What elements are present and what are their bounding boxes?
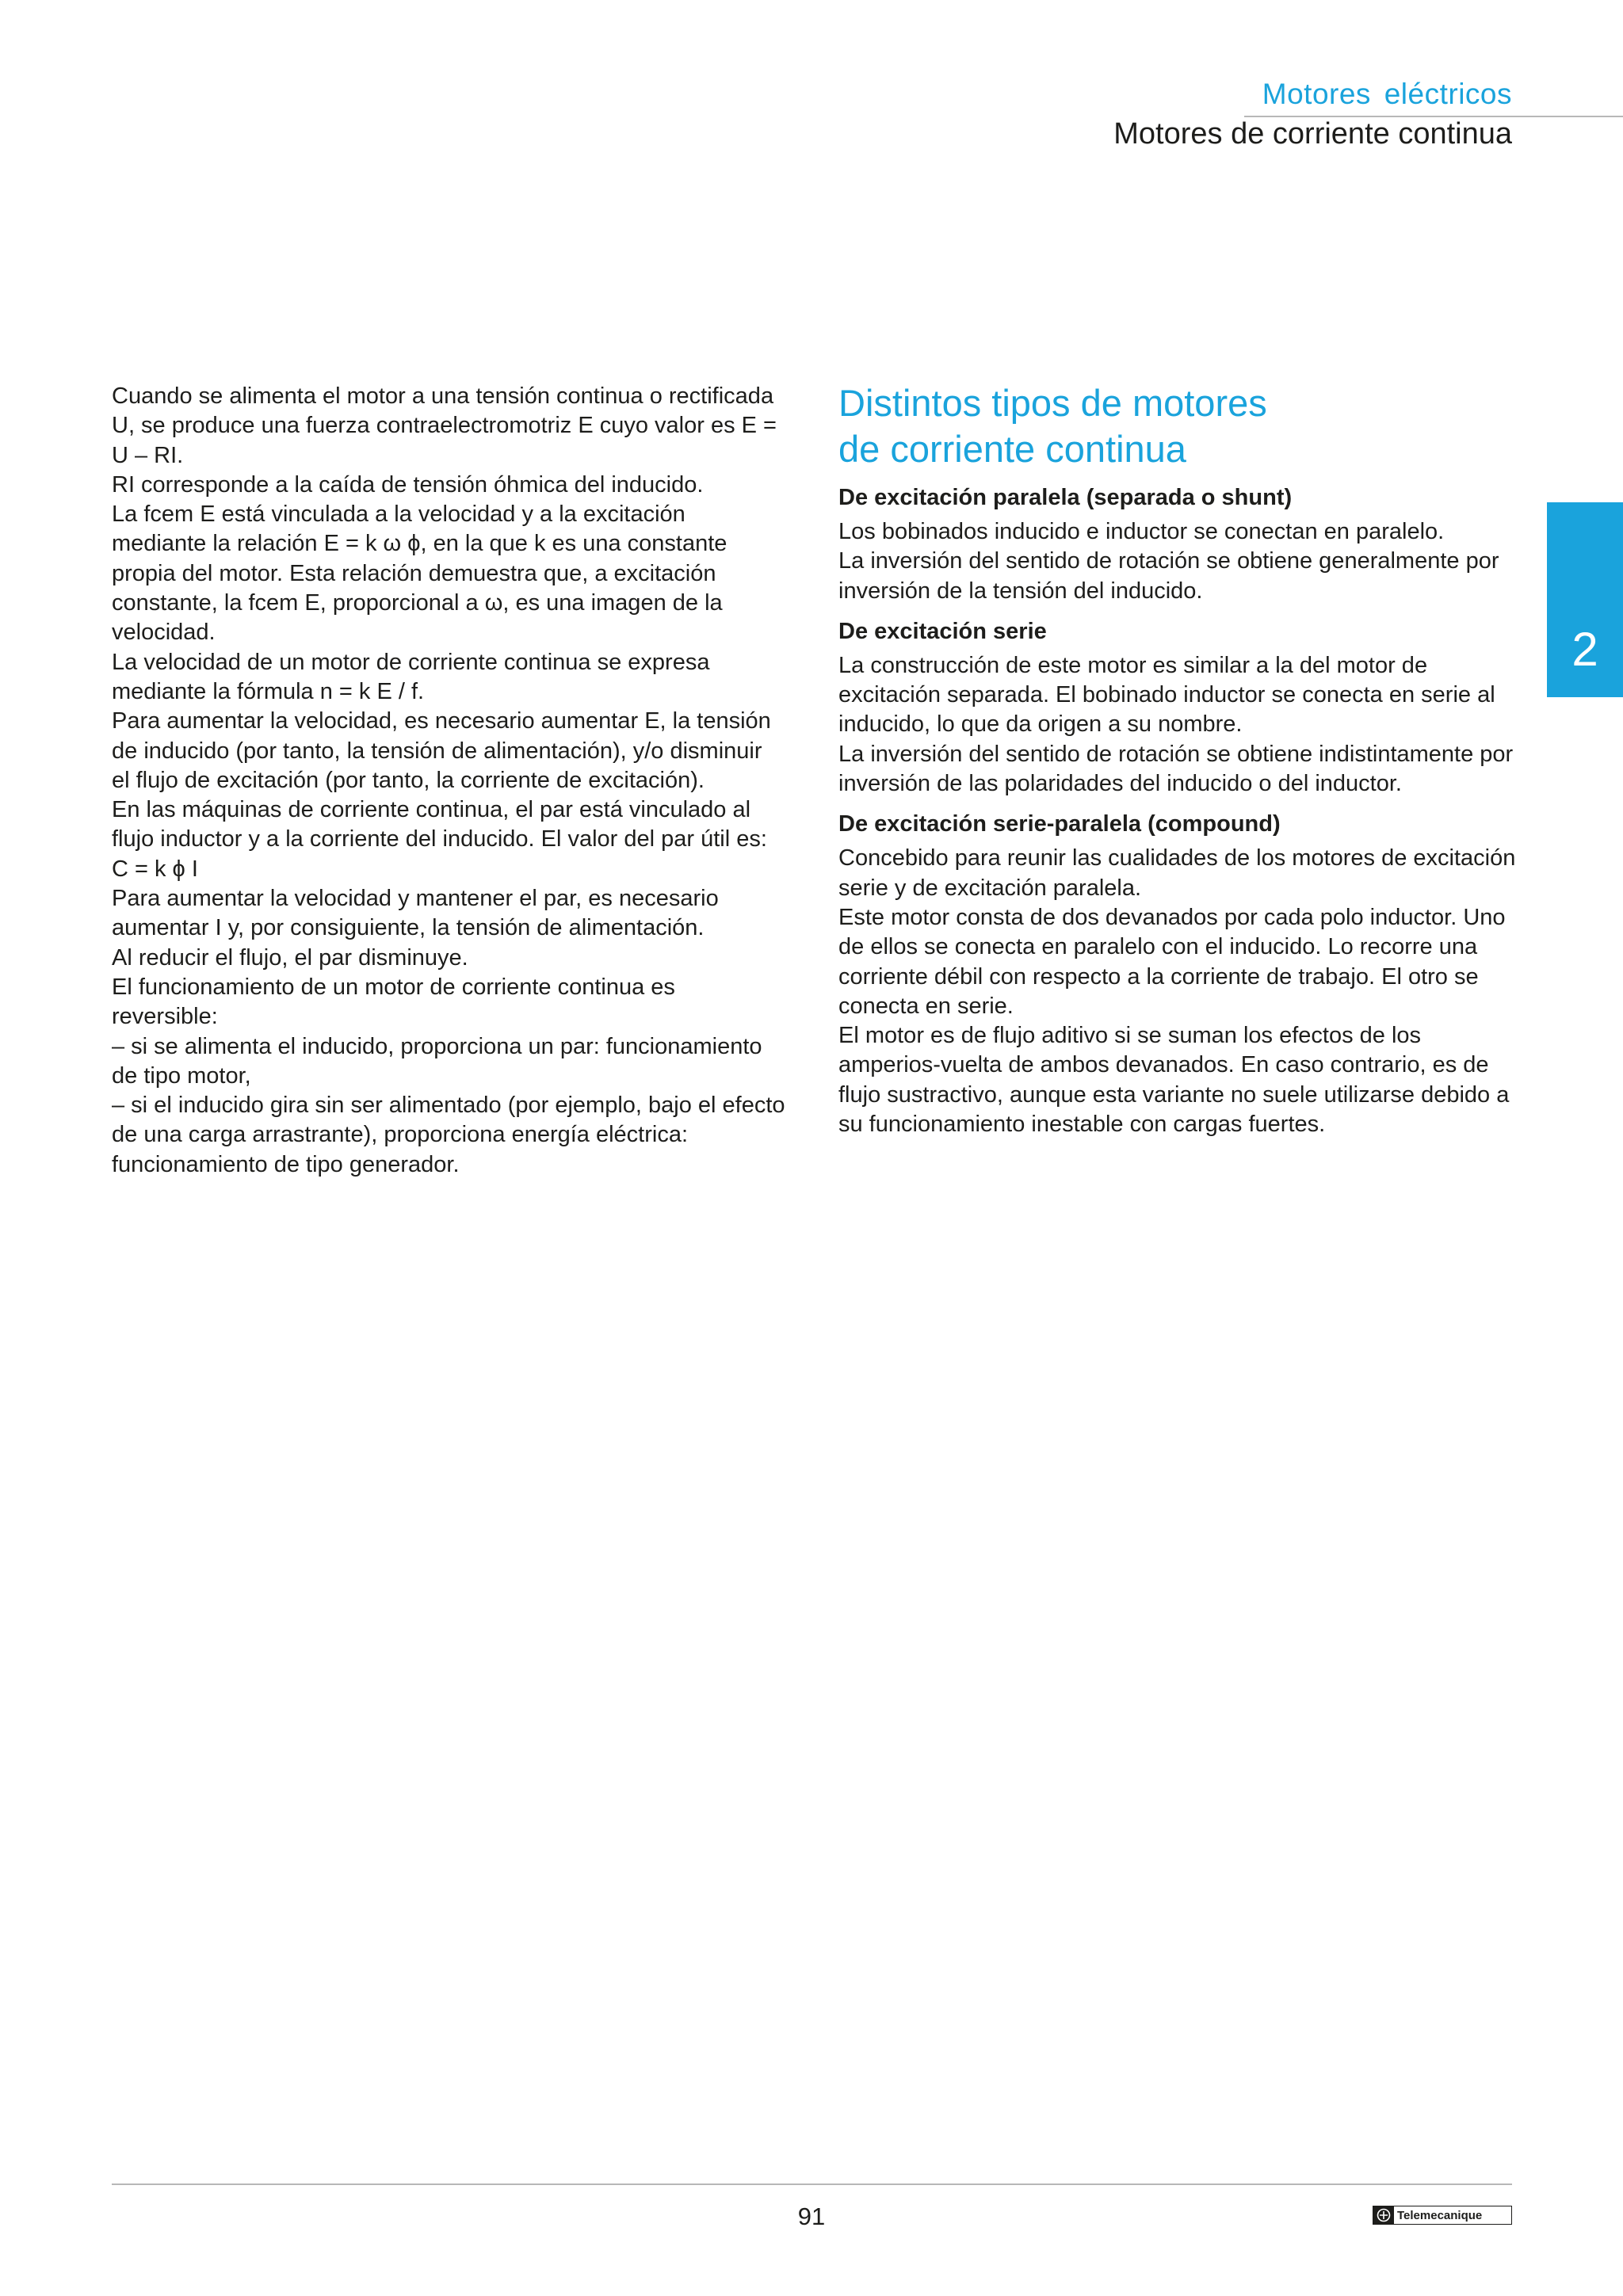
paragraph: Este motor consta de dos devanados por cada polo inductor. Uno de ellos se conecta en paralelo con el inducido. Lo recorre una corriente débil con respecto a la corriente de trabajo. El otro se conecta en serie. xyxy=(838,904,1506,1019)
telemecanique-emblem-icon xyxy=(1373,2206,1394,2224)
telemecanique-logo xyxy=(1373,2206,1512,2225)
formula: C = k ϕ I xyxy=(112,856,198,882)
paragraph: RI corresponde a la caída de tensión óhmica del inducido. xyxy=(112,471,704,498)
paragraph: La inversión del sentido de rotación se obtiene generalmente por inversión de la tensión del inducido. xyxy=(838,548,1499,604)
page-number: 91 xyxy=(797,2203,826,2230)
section-title xyxy=(838,380,1520,472)
list-item: – si se alimenta el inducido, proporciona un par: funcionamiento de tipo motor, xyxy=(112,1033,762,1089)
paragraph: La construcción de este motor es similar a la del motor de excitación separada. El bobinado inductor se conecta en serie al inducido, lo que da origen a su nombre. xyxy=(838,652,1495,738)
header-subtitle: Motores de corriente continua xyxy=(1113,117,1512,151)
paragraph: La inversión del sentido de rotación se obtiene indistintamente por inversión de las polaridades del inducido o del inductor. xyxy=(838,741,1514,797)
section-title-line2: de corriente continua xyxy=(838,428,1186,470)
paragraph: En las máquinas de corriente continua, el par está vinculado al flujo inductor y a la corriente del inducido. El valor del par útil es: xyxy=(112,797,767,852)
chapter-number: 2 xyxy=(1571,623,1598,676)
paragraph: El motor es de flujo aditivo si se suman los efectos de los amperios-vuelta de ambos devanados. En caso contrario, es de flujo sustractivo, aunque esta variante no suele utilizarse debido a su funcionamiento inestable con cargas fuertes. xyxy=(838,1023,1510,1138)
paragraph: Cuando se alimenta el motor a una tensión continua o rectificada U, se produce una fuerza contraelectromotriz E cuyo valor es E = U – RI. xyxy=(112,383,777,468)
subsection-heading-compound: De excitación serie-paralela (compound) xyxy=(838,811,1281,837)
subsection-heading-serie: De excitación serie xyxy=(838,618,1047,644)
paragraph: Para aumentar la velocidad y mantener el par, es necesario aumentar I y, por consiguiente, la tensión de alimentación. xyxy=(112,886,719,941)
header-category: Motores eléctricos xyxy=(1262,78,1512,110)
paragraph: La velocidad de un motor de corriente continua se expresa mediante la fórmula n = k E / f. xyxy=(112,649,710,704)
paragraph: Para aumentar la velocidad, es necesario aumentar E, la tensión de inducido (por tanto, la tensión de alimentación), y/o disminuir el flujo de excitación (por tanto, la corriente de excitación). xyxy=(112,708,771,793)
paragraph: Concebido para reunir las cualidades de los motores de excitación serie y de excitación paralela. xyxy=(838,845,1516,901)
left-column xyxy=(112,382,785,1180)
footer-divider xyxy=(112,2183,1512,2185)
paragraph: Al reducir el flujo, el par disminuye. xyxy=(112,944,468,971)
paragraph: Los bobinados inducido e inductor se conectan en paralelo. xyxy=(838,519,1445,544)
list-item: – si el inducido gira sin ser alimentado (por ejemplo, bajo el efecto de una carga arrastrante), proporciona energía eléctrica: funcionamiento de tipo generador. xyxy=(112,1093,785,1177)
paragraph: El funcionamiento de un motor de corriente continua es reversible: xyxy=(112,974,675,1030)
right-column xyxy=(838,380,1520,1139)
paragraph: La fcem E está vinculada a la velocidad y a la excitación mediante la relación E = k ω ϕ, en la que k es una constante propia del motor. Esta relación demuestra que, a excitación constante, la fcem E, proporcional a ω, es una imagen de la velocidad. xyxy=(112,502,727,646)
chapter-tab xyxy=(1547,502,1623,697)
logo-text: Telemecanique xyxy=(1397,2208,1483,2222)
subsection-heading-shunt: De excitación paralela (separada o shunt) xyxy=(838,485,1293,510)
section-title-line1: Distintos tipos de motores xyxy=(838,382,1267,424)
